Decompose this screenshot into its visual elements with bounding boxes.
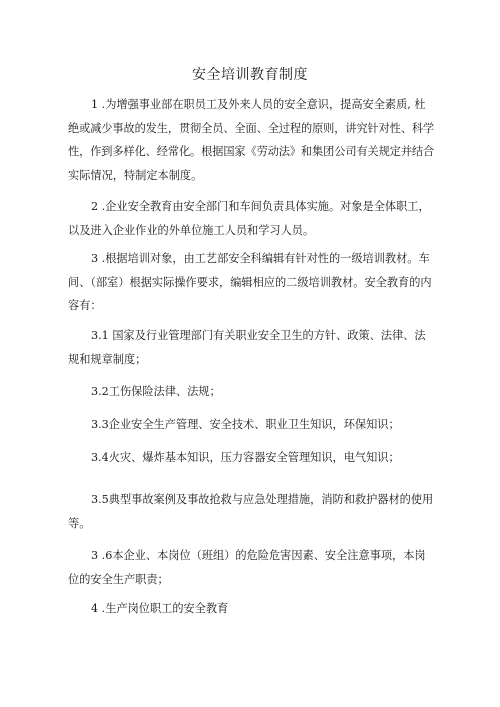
paragraph-line: 间、（部室）根据实际操作要求，编辑相应的二级培训教材。安全教育的内 xyxy=(68,275,432,289)
paragraph-line: 3 .6本企业、本岗位（班组）的危险危害因素、安全注意事项，本岗 xyxy=(91,549,426,562)
paragraph-line: 3 .根据培训对象，由工艺部安全科编辑有针对性的一级培训教材。车 xyxy=(91,252,430,265)
paragraph-line: 3.4火灾、爆炸基本知识，压力容器安全管理知识，电气知识； xyxy=(91,451,400,464)
paragraph-line: 容有： xyxy=(68,299,102,312)
paragraph-line: 4 .生产岗位职工的安全教育 xyxy=(91,602,229,615)
paragraph-line: 实际情况，特制定本制度。 xyxy=(68,168,203,182)
paragraph-3-6 xyxy=(68,544,434,591)
paragraph-4 xyxy=(68,597,434,621)
paragraph-line: 性，作到多样化、经常化。根据国家《劳动法》和集团公司有关规定并结合 xyxy=(68,145,435,158)
paragraph-3-1 xyxy=(68,324,434,371)
paragraph-line: 3.3企业安全生产管理、安全技术、职业卫生知识，环保知识； xyxy=(91,418,400,431)
paragraph-1 xyxy=(68,93,434,187)
document-title: 安全培训教育制度 xyxy=(192,67,308,83)
paragraph-2 xyxy=(68,195,434,242)
paragraph-line: 3.5典型事故案例及事故抢救与应急处理措施，消防和救护器材的使用 xyxy=(91,493,434,506)
paragraph-line: 1 .为增强事业部在职员工及外来人员的安全意识，提高安全素质, 杜 xyxy=(91,98,426,111)
paragraph-3-3 xyxy=(68,413,434,437)
paragraph-line: 等。 xyxy=(68,516,91,530)
paragraph-3-5 xyxy=(68,488,434,535)
paragraph-line: 2 .企业安全教育由安全部门和车间负责具体实施。对象是全体职工， xyxy=(91,200,430,213)
paragraph-line: 3.1 国家及行业管理部门有关职业安全卫生的方针、政策、法律、法 xyxy=(91,329,426,342)
paragraph-3-2 xyxy=(68,380,434,404)
paragraph-3 xyxy=(68,247,434,318)
paragraph-line: 绝或减少事故的发生，贯彻全员、全面、全过程的原则，讲究针对性、科学 xyxy=(68,121,435,135)
paragraph-3-4 xyxy=(68,446,434,470)
paragraph-line: 以及进入企业作业的外单位施工人员和学习人员。 xyxy=(68,223,315,237)
paragraph-line: 3.2工伤保险法律、法规； xyxy=(91,385,221,398)
paragraph-line: 位的安全生产职责； xyxy=(68,572,169,586)
paragraph-line: 规和规章制度； xyxy=(68,352,147,366)
